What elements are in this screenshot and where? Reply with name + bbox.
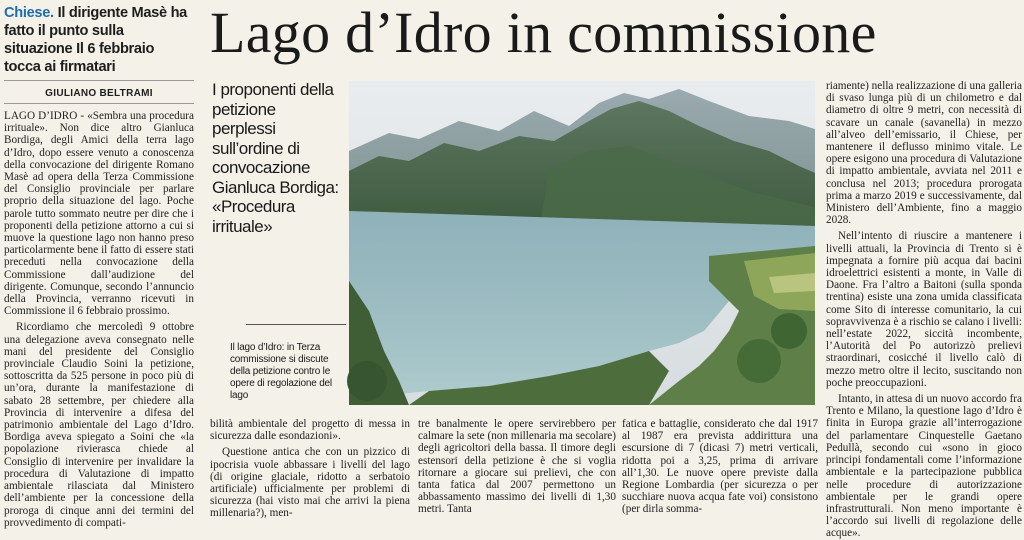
lake-landscape-image [349, 81, 815, 405]
caption-rule [246, 324, 346, 325]
paragraph: LAGO D’IDRO - «Sembra una procedura irrituale». Non dice altro Gianluca Bordiga, degli Amici della terra lago d’Idro, dopo essere venuto a conoscenza della convocazione del dirigente Romano Masè ad opera della Terza Commissione del Consiglio provinciale per parlare proprio della situazione del lago. Poche parole tutto sommato neutre per dire che i proponenti della petizione attorno a cui si muove la questione lago non hanno preso particolarmente bene il fatto di essere stati preceduti nella convocazione della Commissione dall’audizione del dirigente. Comunque, secondo l’annuncio della Provincia, verranno ricevuti in Commissione il 6 febbraio prossimo. [4, 110, 194, 318]
paragraph: bilità ambientale del progetto di messa in sicurezza dalle esondazioni». [210, 418, 410, 443]
paragraph: fatica e battaglie, considerato che dal 1917 al 1987 era prevista addirittura una escursione di 7 (dicasi 7) metri verticali, ridotta poi a 3,25, prima di arrivare all’1,30. Le nuove opere previste dalla Regione Lombardia (per sicurezza o per succhiare nuova acqua fate voi) consistono (per dirla somma- [622, 418, 818, 516]
paragraph: riamente) nella realizzazione di una galleria di svaso lunga più di un chilometro e dal diametro di oltre 9 metri, con necessità di scavare un canale (savanella) in mezzo all’alveo dell’emissario, il Chiese, per mantenere il deflusso minimo vitale. Le opere esigono una procedura di Valutazione di impatto ambientale, avviata nel 2011 e conclusa nel 2013; procedura prorogata prima a marzo 2019 e successivamente, dal Ministero dell’Ambiente, fino a maggio 2028. [826, 80, 1022, 227]
lake-photo [349, 81, 815, 405]
article-kicker [4, 4, 194, 76]
photo-caption: Il lago d’Idro: in Terza commissione si discute della petizione contro le opere di regolazione del lago [230, 342, 332, 401]
text-column-3 [418, 418, 616, 517]
text-column-1 [4, 110, 194, 529]
article-headline: Lago d’Idro in commissione [210, 0, 877, 65]
pull-quote: I proponenti della petizione perplessi sull’ordine di convocazione Gianluca Bordiga: «Procedura irrituale» [212, 80, 339, 236]
paragraph: Intanto, in attesa di un nuovo accordo fra Trento e Milano, la questione lago d’Idro è finita in Europa grazie all’interrogazione del parlamentare Cinquestelle Gaetano Pedullà, secondo cui «sono in gioco principi fondamentali come l’informazione ambientale e la partecipazione pubblica nelle procedure di autorizzazione ambientale per le grandi opere infrastrutturali. Non meno importante è l’accordo sui livelli di regolazione delle acque». [826, 393, 1022, 540]
text-column-2 [210, 418, 410, 520]
article-byline: GIULIANO BELTRAMI [45, 88, 153, 99]
paragraph: tre banalmente le opere servirebbero per calmare la sete (non millenaria ma secolare) degli agricoltori della bassa. Il timore degli estensori della petizione è che si voglia ritornare a giocare sui prelievi, che con tanta fatica dal 2007 permettono un abbassamento massimo dei livelli di 1,30 metri. Tanta [418, 418, 616, 516]
text-column-4 [622, 418, 818, 517]
text-column-5 [826, 80, 1022, 540]
kicker-text: Il dirigente Masè ha fatto il punto sulla situazione Il 6 febbraio tocca ai firmatari [4, 5, 188, 75]
paragraph: Questione antica che con un pizzico di ipocrisia vuole abbassare i livelli del lago (di origine glaciale, ridotto a serbatoio artificiale) ufficialmente per problemi di sicurezza (hai visto mai che arrivi la piena millenaria?), men- [210, 446, 410, 520]
byline-bottom-rule [4, 103, 194, 104]
byline-top-rule [4, 80, 194, 81]
paragraph: Ricordiamo che mercoledì 9 ottobre una delegazione aveva consegnato nelle mani del presidente del Consiglio provinciale Claudio Soini la petizione, sottoscritta da 525 persone in poco più di un’ora, durante la manifestazione di sabato 28 settembre, per chiedere alla Provincia di intervenire a difesa del patrimonio ambientale del Lago d’Idro. Bordiga aveva spiegato a Soini che «la popolazione rivierasca chiede al Consiglio di intervenire per invalidare la procedura di Valutazione di impatto ambientale rilasciata dal Ministero dell’ambiente per la concessione della proroga di cinque anni dei termini del provvedimento di compati- [4, 321, 194, 529]
kicker-tag: Chiese. [4, 5, 54, 21]
paragraph: Nell’intento di riuscire a mantenere i livelli attuali, la Provincia di Trento si è impegnata a fornire più acqua dai bacini idroelettrici esistenti a monte, in Valle di Daone. Fra l’altro a Baitoni (sulla sponda trentina) esiste una zona umida classificata come Sito di interesse comunitario, la cui sopravvivenza è a rischio se calano i livelli: nell’estate 2022, siccità incombente, l’Autorità del Po autorizzò prelievi straordinari, cosicché il livello calò di mezzo metro oltre il lecito, suscitando non poche preoccupazioni. [826, 230, 1022, 389]
